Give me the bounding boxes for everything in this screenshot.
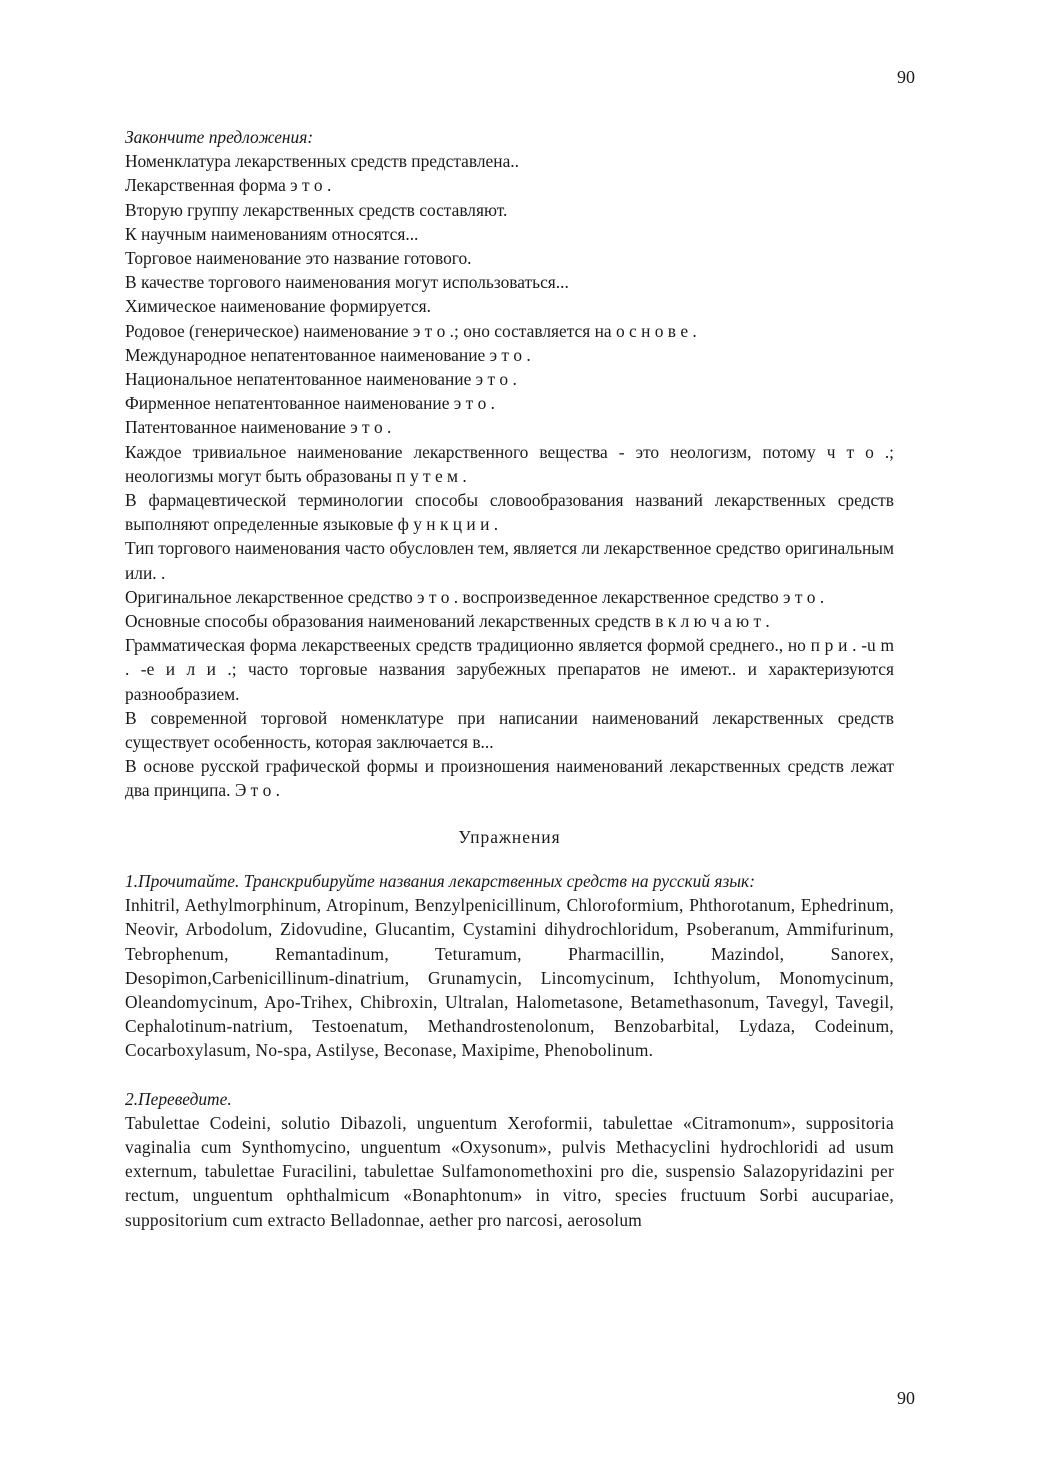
sentence-item: Лекарственная форма э т о . [125, 175, 332, 196]
sentence-item: Оригинальное лекарственное средство э т о . воспроизведенное лекарственное средство э т о . [125, 586, 825, 607]
sentence-item: Торговое наименование это название готового. [125, 248, 472, 269]
sentence-item: В основе русской графической формы и произношения наименований лекарственных средств лежат два принципа. Э т о . [125, 756, 894, 801]
sentence-list [125, 149, 894, 802]
page-content [125, 125, 894, 1232]
exercise-2 [125, 1087, 894, 1232]
sentence-item: Международное непатентованное наименование э т о . [125, 344, 531, 365]
section-title: Упражнения [458, 826, 561, 847]
sentence-item: К научным наименованиям относятся... [125, 223, 419, 244]
sentence-item: В качестве торгового наименования могут использоваться... [125, 272, 569, 293]
exercise-body: Tabulettae Codeini, solutio Dibazoli, unguentum Xeroformii, tabulettae «Citramonum», suppositoria vaginalia cum Synthomycino, unguentum «Oxysonum», pulvis Methacyclini hydrochloridi ad usum externum, tabulettae Furacilini, tabulettae Sulfamonomethoxini pro die, suspensio Salazopyridazini per rectum, unguentum ophthalmicum «Bonaphtonum» in vitro, species fructuum Sorbi aucupariae, suppositorium cum extracto Belladonnae, aether pro narcosi, aerosolum [125, 1112, 894, 1230]
exercise-heading: 2.Переведите. [125, 1088, 232, 1109]
sentence-item: Родовое (генерическое) наименование э т о .; оно составляется на о с н о в е . [125, 320, 697, 341]
sentence-item: В фармацевтической терминологии способы словообразования названий лекарственных средств выполняют определенные языковые ф у н к ц и и . [125, 490, 894, 535]
exercise-1 [125, 869, 894, 1063]
page-number-top: 90 [897, 67, 915, 87]
sentence-item: Грамматическая форма лекарствееных средств традиционно является формой среднего., но п р и . -u m . -е и л и .; часто торговые названия зарубежных препаратов не имеют.. и характеризуются разнообразием. [125, 635, 894, 704]
sentence-item: Фирменное непатентованное наименование э т о . [125, 393, 495, 414]
sentence-item: Номенклатура лекарственных средств представлена.. [125, 151, 519, 172]
page-number-bottom: 90 [897, 1388, 915, 1408]
section-intro: Закончите предложения: [125, 127, 314, 147]
exercise-body: Inhitril, Aethylmorphinum, Atropinum, Benzylpenicillinum, Chloroformium, Phthorotanum, Ephedrinum, Neovir, Arbodolum, Zidovudine, Glucantim, Cystamini dihydrochloridum, Psoberanum, Ammifurinum, Tebrophenum, Remantadinum, Teturamum, Pharmacillin, Mazindol, Sanorex, Desopimon,Carbenicillinum-dinatrium, Grunamycin, Lincomycinum, Ichthyolum, Monomycinum, Oleandomycinum, Apo-Trihex, Chibroxin, Ultralan, Halometasone, Betamethasonum, Tavegyl, Tavegil, Cephalotinum-natrium, Testoenatum, Methandrostenolonum, Benzobarbital, Lydaza, Codeinum, Cocarboxylasum, No-spa, Astilyse, Beconase, Maxipime, Phenobolinum. [125, 895, 894, 1061]
sentence-item: Основные способы образования наименований лекарственных средств в к л ю ч а ю т . [125, 611, 770, 632]
paragraph-gap [125, 1063, 894, 1087]
sentence-item: Патентованное наименование э т о . [125, 417, 392, 438]
sentence-item: Вторую группу лекарственных средств составляют. [125, 199, 508, 220]
sentence-item: Тип торгового наименования часто обусловлен тем, является ли лекарственное средство оригинальным или. . [125, 538, 894, 583]
sentence-item: Каждое тривиальное наименование лекарственного вещества - это неологизм, потому ч т о .; неологизмы могут быть образованы п у т е м . [125, 441, 894, 486]
sentence-item: Национальное непатентованное наименование э т о . [125, 369, 517, 390]
sentence-item: Химическое наименование формируется. [125, 296, 432, 317]
exercise-heading: 1.Прочитайте. Транскрибируйте названия лекарственных средств на русский язык: [125, 870, 755, 891]
sentence-item: В современной торговой номенклатуре при написании наименований лекарственных средств существует особенность, которая заключается в... [125, 707, 894, 753]
